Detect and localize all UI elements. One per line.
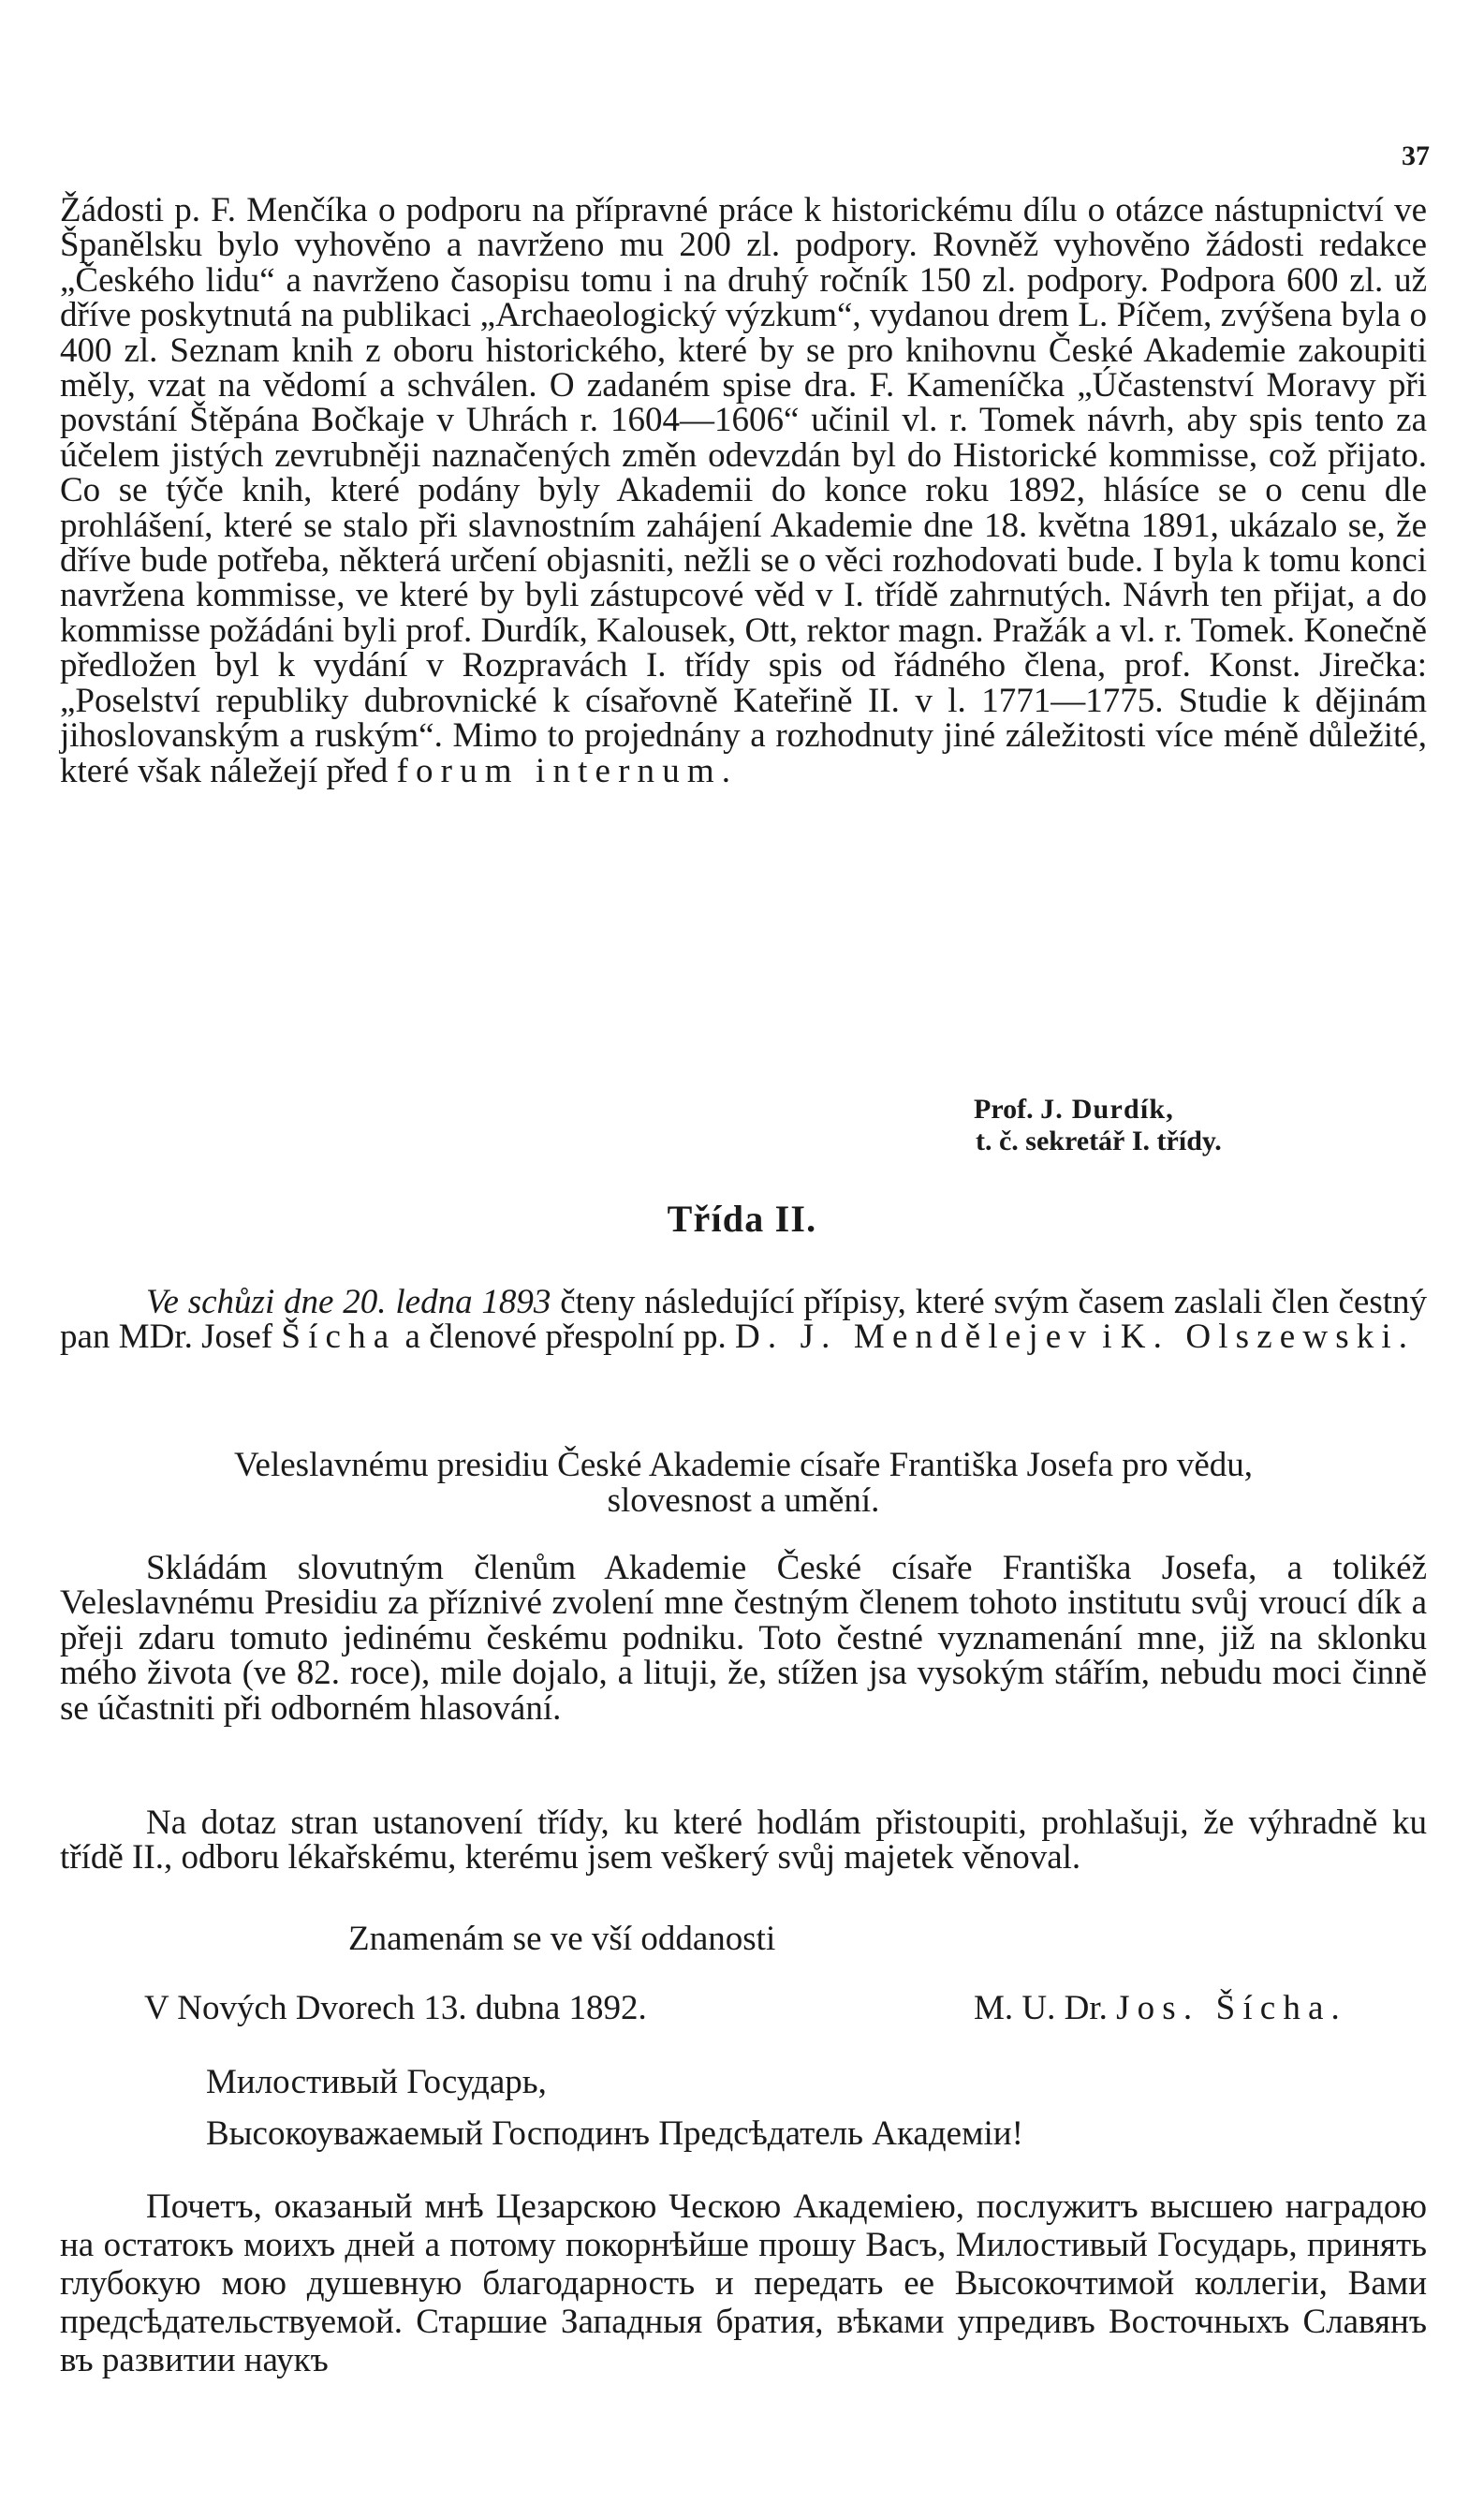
russian-salutation-2: Высокоуважаемый Господинъ Предсѣдатель Академіи! [206,2114,1023,2153]
letter-closing: Znamenám se ve vší oddanosti [348,1920,776,1958]
paragraph-russian-letter: Почетъ, оказаный мнѣ Цезарскою Ческою Академіею, послужитъ высшею наградою на остатокъ моихъ дней а потому покорнѣйше прошу Васъ, Милостивый Государь, принять глубокую мою душевную благодарность и передать ее Высокочтимой коллегіи, Вами предсѣдательствуемой. Старшие Западныя братия, вѣками упредивъ Восточныхъ Славянъ въ развитии наукъ [60,2187,1427,2379]
paragraph-text: Žádosti p. F. Menčíka o podporu na přípravné práce k historickému dílu o otázce nástupnictví ve Španělsku bylo vyhověno a navrženo mu 200 zl. podpory. Rovněž vyhověno žádosti redakce „Českého lidu“ a navrženo časopisu tomu i na druhý ročník 150 zl. podpory. Podpora 600 zl. už dříve poskytnutá na publikaci „Archaeologický výzkum“, vydanou drem L. Píčem, zvýšena byla o 400 zl. Seznam knih z oboru historického, které by se pro knihovnu České Akademie zakoupiti měly, vzat na vědomí a schválen. O zadaném spise dra. F. Kameníčka „Účastenství Moravy při povstání Štěpána Bočkaje v Uhrách r. 1604—1606“ učinil vl. r. Tomek návrh, aby spis tento za účelem jistých zevrubněji naznačených změn odevzdán byl do Historické kommisse, což přijato. Co se týče knih, které podány byly Akademii do konce roku 1892, hlásíce se o cenu dle prohlášení, které se stalo při slavnostním zahájení Akademie dne 18. května 1891, ukázalo se, že dříve bude potřeba, některá určení objasniti, nežli se o věci rozhodovati bude. I byla k tomu konci navržena kommisse, ve které by byli zástupcové věd v I. třídě zahrnutých. Návrh ten přijat, a do kommisse požádáni byli prof. Durdík, Kalousek, Ott, rektor magn. Pražák a vl. r. Tomek. Konečně předložen byl k vydání v Rozpravách I. třídy spis od řádného člena, prof. Konst. Jirečka: „Poselství republiky dubrovnické k císařovně Kateřině II. v l. 1771—1775. Studie k dějinám jihoslovanským a ruským“. Mimo to projednány a rozhodnuty jiné záležitosti více méně důležité, které však náležejí před [60,191,1427,790]
page-number: 37 [1402,140,1430,171]
name-sicha: Šícha [281,1318,397,1357]
paragraph-letter-thanks: Skládám slovutným členům Akademie České císaře Františka Josefa, a tolikéž Veleslavnému Presidiu za příznivé zvolení mne čestným členem tohoto institutu svůj vroucí dík a přeji zdaru tomuto jedinému českému podniku. Toto čestné vyznamenání mne, již na sklonku mého života (ve 82. roce), mile dojalo, a lituji, že, stížen jsa vysokým stářím, nebudu moci činně se účastniti při odborném hlasování. [60,1549,1427,1728]
signature-line-1 [974,1094,1222,1126]
signature-title: Prof. [974,1094,1041,1125]
session-text-b: a členové přespolní pp. [396,1318,735,1357]
paragraph-session-intro [60,1285,1427,1355]
letter-address [60,1448,1427,1519]
name-olszewski: K. Olszewski. [1120,1318,1416,1357]
name-mendelejev: D. J. Mendělejev [734,1318,1094,1357]
signature-name: J. Durdík, [1040,1094,1174,1125]
letter-signature-name: Jos. Šícha. [1116,1989,1347,2027]
forum-internum-spaced: forum internum. [396,751,739,790]
session-text-a: čteny následující přípisy, které svým časem zaslali člen čestný pan MDr. Josef [60,1283,1428,1357]
session-text-c: i [1093,1318,1121,1357]
letter-signature-title: M. U. Dr. [974,1989,1117,2027]
section-heading: Třída II. [667,1198,817,1240]
address-line-1: Veleslavnému presidiu České Akademie císaře Františka Josefa pro vědu, [233,1446,1254,1484]
session-intro-text [60,1285,1427,1355]
letter-signature [974,1988,1347,2028]
signature-line-2: t. č. sekretář I. třídy. [976,1126,1222,1156]
paragraph-class-one-report [60,193,1427,788]
secretary-signature [974,1094,1222,1157]
address-line-2: slovesnost a umění. [607,1481,880,1520]
letter-place-date: V Nových Dvorech 13. dubna 1892. [144,1989,647,2027]
russian-salutation-1: Милостивый Государь, [206,2063,547,2101]
paragraph-letter-class-choice: Na dotaz stran ustanovení třídy, ku které hodlám přistoupiti, prohlašuji, že výhradně ku třídě II., odboru lékařskému, kterému jsem veškerý svůj majetek věnoval. [60,1804,1427,1877]
session-date: Ve schůzi dne 20. ledna 1893 [146,1283,551,1321]
